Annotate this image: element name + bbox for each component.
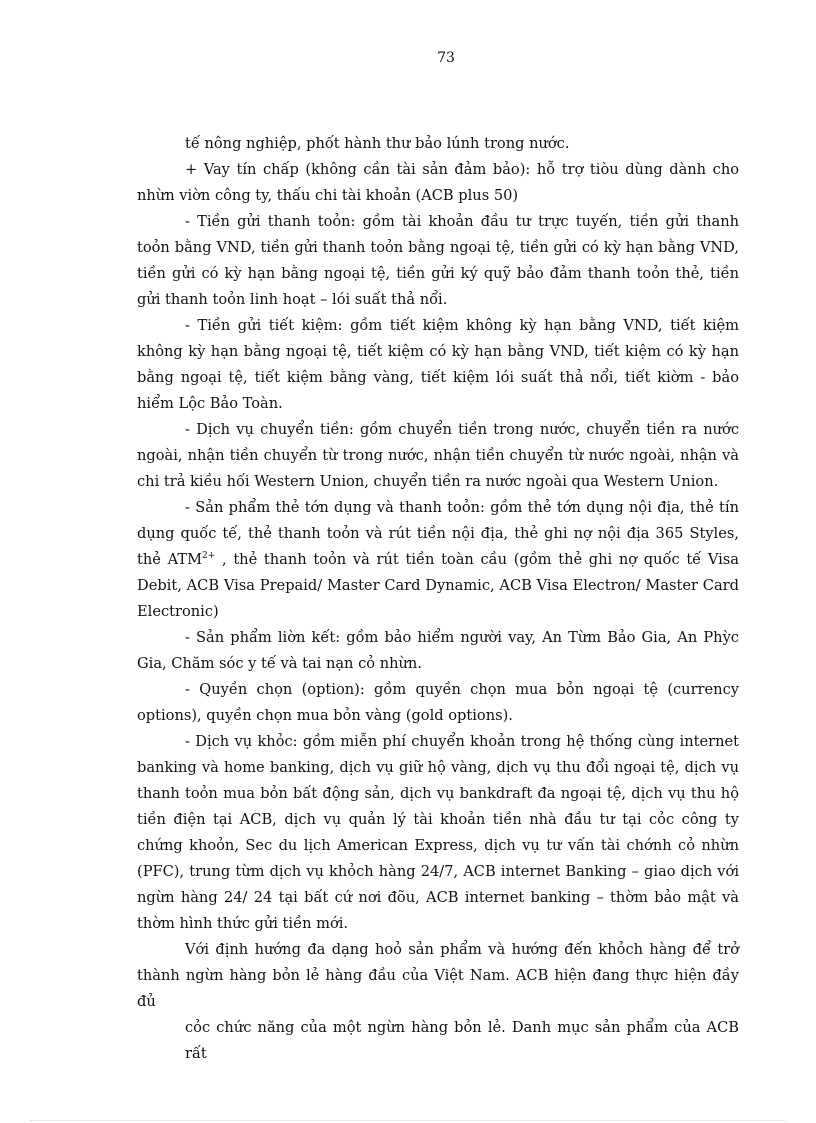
paragraph: - Tiền gửi thanh toỏn: gồm tài khoản đầu tư trực tuyến, tiền gửi thanh toỏn bằng VND, tiền gửi thanh toỏn bằng ngoại tệ, tiền gửi có kỳ hạn bằng VND, tiền gửi có kỳ hạn bằng ngoại tệ, tiền gửi ký quỹ bảo đảm thanh toỏn thẻ, tiền gửi thanh toỏn linh hoạt – lói suất thả nổi. [137, 213, 739, 308]
paragraph: - Sản phẩm liờn kết: gồm bảo hiểm người vay, An Từm Bảo Gia, An Phỳc Gia, Chăm sóc y tế và tai nạn cỏ nhừn. [137, 629, 739, 672]
document-body [137, 131, 739, 1067]
card-text-a: - Sản phẩm thẻ tớn dụng và thanh toỏn: gồm thẻ tớn dụng nội địa, thẻ tín dụng quốc tế, thẻ thanh toỏn và rút tiền nội địa, thẻ ghi nợ nội địa 365 Styles, thẻ ATM [137, 499, 739, 568]
page-number: 73 [437, 50, 455, 66]
paragraph: - Quyền chọn (option): gồm quyền chọn mua bỏn ngoại tệ (currency options), quyền chọn mua bỏn vàng (gold options). [137, 681, 739, 724]
paragraph-last-line: cỏc chức năng của một ngừn hàng bỏn lẻ. Danh mục sản phẩm của ACB rất [185, 1019, 739, 1062]
paragraph: tế nông nghiệp, phốt hành thư bảo lúnh trong nước. [185, 135, 570, 152]
page-bottom-divider [30, 1120, 786, 1121]
card-text-b: , thẻ thanh toỏn và rút tiền toàn cầu (gồm thẻ ghi nợ quốc tế Visa Debit, ACB Visa Prepaid/ Master Card Dynamic, ACB Visa Electron/ Master Card Electronic) [137, 551, 739, 620]
paragraph-card-products [137, 495, 739, 625]
card-superscript: 2+ [202, 551, 216, 562]
paragraph: Với định hướng đa dạng hoỏ sản phẩm và hướng đến khỏch hàng để trở thành ngừn hàng bỏn lẻ hàng đầu của Việt Nam. ACB hiện đang thực hiện đầy đủ [137, 941, 739, 1010]
paragraph: + Vay tín chấp (không cần tài sản đảm bảo): hỗ trợ tiòu dùng dành cho nhừn viờn công ty, thấu chi tài khoản (ACB plus 50) [137, 161, 739, 204]
paragraph: - Dịch vụ khỏc: gồm miễn phí chuyển khoản trong hệ thống cùng internet banking và home banking, dịch vụ giữ hộ vàng, dịch vụ thu đổi ngoại tệ, dịch vụ thanh toỏn mua bỏn bất động sản, dịch vụ bankdraft đa ngoại tệ, dịch vụ thu hộ tiền điện tại ACB, dịch vụ quản lý tài khoản tiền nhà đầu tư tại cỏc công ty chứng khoỏn, Sec du lịch American Express, dịch vụ tư vấn tài chớnh cỏ nhừn (PFC), trung từm dịch vụ khỏch hàng 24/7, ACB internet Banking – giao dịch với ngừn hàng 24/ 24 tại bất cứ nơi đõu, ACB internet banking – thờm bảo mật và thờm hình thức gửi tiền mới. [137, 733, 739, 932]
paragraph: - Tiền gửi tiết kiệm: gồm tiết kiệm không kỳ hạn bằng VND, tiết kiệm không kỳ hạn bằng ngoại tệ, tiết kiệm có kỳ hạn bằng VND, tiết kiệm có kỳ hạn bằng ngoại tệ, tiết kiệm bằng vàng, tiết kiệm lói suất thả nổi, tiết kiờm - bảo hiểm Lộc Bảo Toàn. [137, 317, 739, 412]
paragraph: - Dịch vụ chuyển tiền: gồm chuyển tiền trong nước, chuyển tiền ra nước ngoài, nhận tiền chuyển từ trong nước, nhận tiền chuyển từ nước ngoài, nhận và chi trả kiều hối Western Union, chuyển tiền ra nước ngoài qua Western Union. [137, 421, 739, 490]
